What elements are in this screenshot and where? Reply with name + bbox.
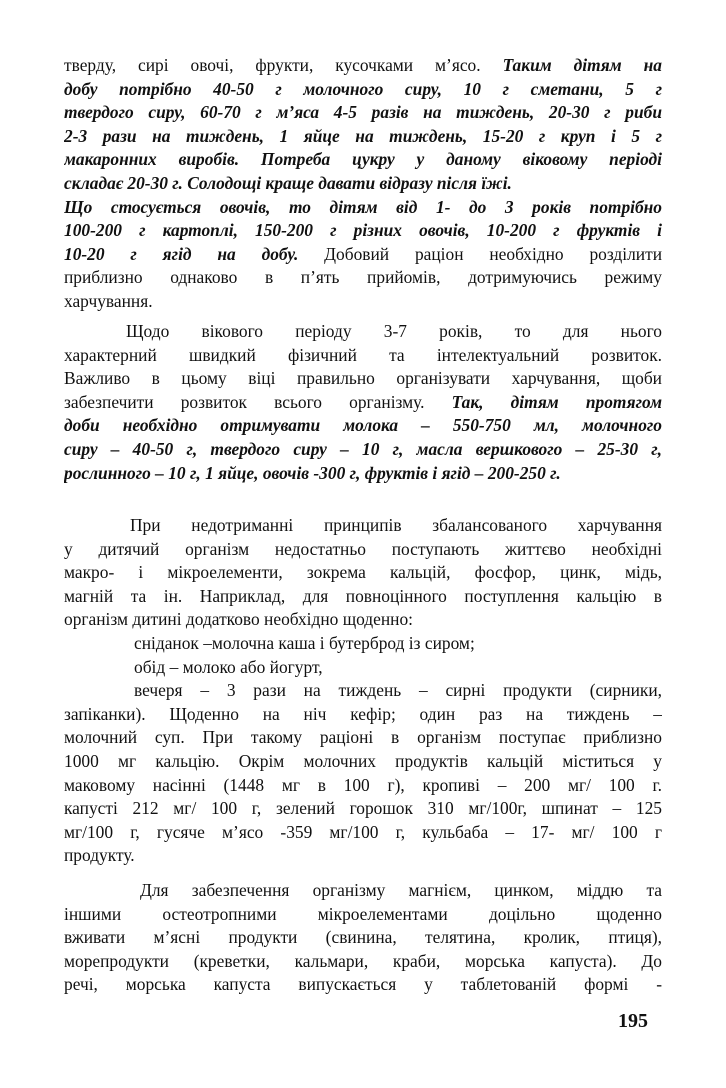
text-line: речі, морська капуста випускається у таблетованій формі - <box>64 974 662 995</box>
text-line: Важливо в цьому віці правильно організувати харчування, щоби <box>64 368 662 389</box>
text-line: Щодо вікового періоду 3-7 років, то для нього <box>126 321 662 341</box>
text-line: твердого сиру, 60-70 г м’яса 4-5 разів на тиждень, 20-30 г риби <box>64 102 662 123</box>
text-line: у дитячий організм недостатньо поступають життєво необхідні <box>64 538 662 559</box>
text-line: приблизно однаково в п’ять прийомів, дотримуючись режиму <box>64 267 662 288</box>
text-line: харчування. <box>64 290 153 311</box>
paragraph-nutrition-1-3 <box>64 54 662 314</box>
text-line: макро- і мікроелементи, зокрема кальцій, фосфор, цинк, мідь, <box>64 562 662 583</box>
text-line: запіканки). Щоденно на ніч кефір; один раз на тиждень – <box>64 703 662 724</box>
text-line: макаронних виробів. Потреба цукру у даному віковому періоді <box>64 149 662 170</box>
text-line: Що стосується овочів, то дітям від 1- до 3 років потрібно <box>64 196 662 217</box>
page-number: 195 <box>618 1010 648 1032</box>
text-line: При недотриманні принципів збалансованого харчування <box>130 515 662 535</box>
text-line: Для забезпечення організму магнієм, цинком, міддю та <box>140 880 662 900</box>
emphasis-span: Таким дітям на <box>502 55 662 75</box>
emphasis-span: Так, дітям протягом <box>451 391 662 412</box>
text-line: капусті 212 мг/ 100 г, зелений горошок 310 мг/100г, шпинат – 125 <box>64 798 662 819</box>
text-line: добу потрібно 40-50 г молочного сиру, 10 г сметани, 5 г <box>64 78 662 99</box>
text-line: складає 20-30 г. Солодощі краще давати відразу після їжі. <box>64 172 512 193</box>
text-line: морепродукти (креветки, кальмари, краби, морська капуста). До <box>64 950 662 971</box>
list-item-dinner: вечеря – 3 рази на тиждень – сирні продукти (сирники, <box>134 680 662 701</box>
list-item-lunch: обід – молоко або йогурт, <box>134 656 323 677</box>
text-line: вживати м’ясні продукти (свинина, телятина, кролик, птиця), <box>64 927 662 948</box>
text-span: тверду, сирі овочі, фрукти, кусочками м’ясо. <box>64 55 481 75</box>
text-span: Добовий раціон необхідно розділити <box>324 243 662 264</box>
paragraph-microelements <box>64 879 662 997</box>
text-line: маковому насінні (1448 мг в 100 г), кропиві – 200 мг/ 100 г. <box>64 774 662 795</box>
text-line: продукту. <box>64 845 135 866</box>
text-line: сиру – 40-50 г, твердого сиру – 10 г, масла вершкового – 25-30 г, <box>64 438 662 459</box>
text-line <box>64 54 662 78</box>
text-line: рослинного – 10 г, 1 яйце, овочів -300 г, фруктів і ягід – 200-250 г. <box>64 462 561 483</box>
text-line <box>64 243 662 267</box>
emphasis-span: 10-20 г ягід на добу. <box>64 243 299 264</box>
text-line: 1000 мг кальцію. Окрім молочних продуктів кальцій міститься у <box>64 750 662 771</box>
text-line: молочний суп. При такому раціоні в організм поступає приблизно <box>64 727 662 748</box>
text-line: 2-3 рази на тиждень, 1 яйце на тиждень, 15-20 г круп і 5 г <box>64 125 662 146</box>
text-line <box>64 391 662 415</box>
list-item-breakfast: сніданок –молочна каша і бутерброд із сиром; <box>134 632 475 653</box>
text-line: магній та ін. Наприклад, для повноцінного поступлення кальцію в <box>64 585 662 606</box>
paragraph-nutrition-3-7 <box>64 320 662 485</box>
text-line: доби необхідно отримувати молока – 550-750 мл, молочного <box>64 415 662 436</box>
text-span: забезпечити розвиток всього організму. <box>64 391 425 412</box>
text-line: характерний швидкий фізичний та інтелектуальний розвиток. <box>64 344 662 365</box>
paragraph-calcium <box>64 514 662 868</box>
text-line: організм дитині додатково необхідно щоденно: <box>64 609 413 630</box>
text-line: 100-200 г картоплі, 150-200 г різних овочів, 10-200 г фруктів і <box>64 220 662 241</box>
text-line: мг/100 г, гусяче м’ясо -359 мг/100 г, кульбаба – 17- мг/ 100 г <box>64 821 662 842</box>
text-line: іншими остеотропними мікроелементами доцільно щоденно <box>64 903 662 924</box>
